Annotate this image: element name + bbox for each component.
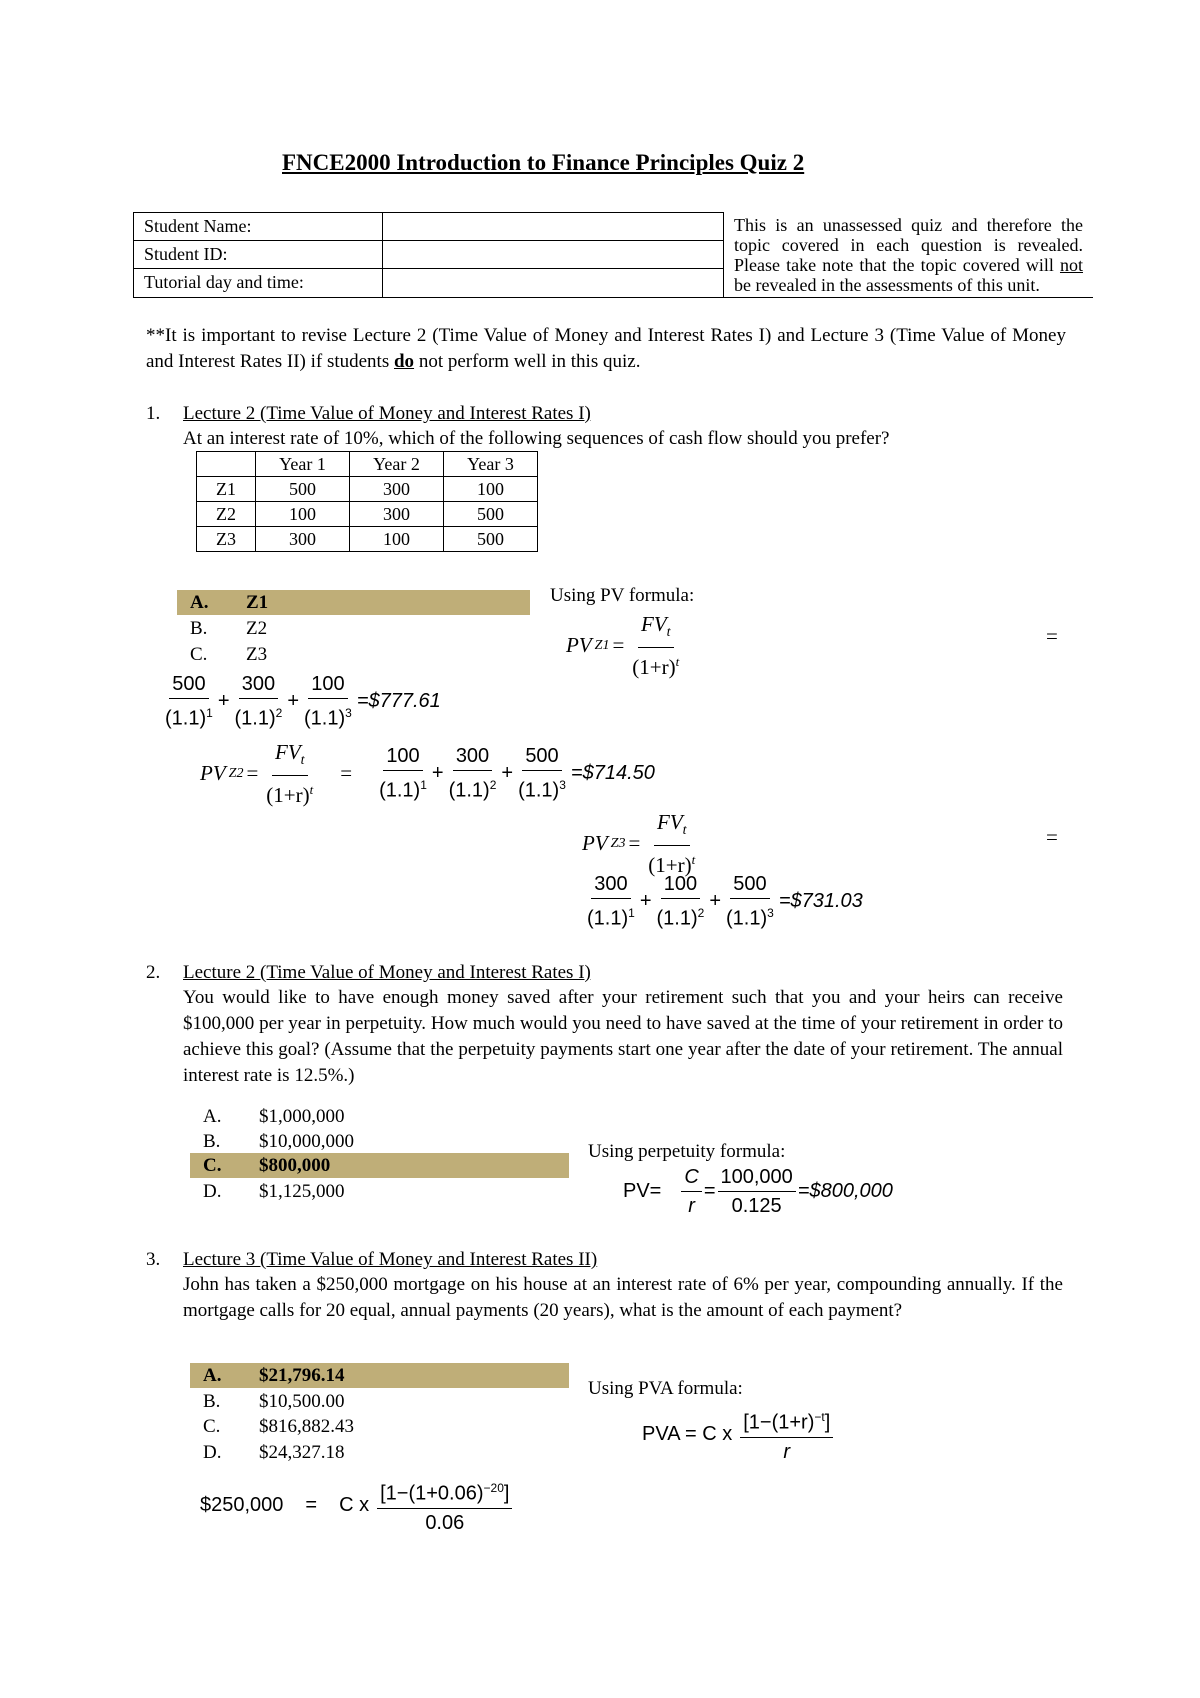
table-cell: Z3 (197, 527, 256, 552)
option-text: $800,000 (259, 1155, 331, 1176)
option-text: Z1 (246, 592, 269, 613)
exponent: 2 (275, 706, 283, 720)
exponent: 2 (489, 778, 497, 793)
pv-label: PV (566, 633, 592, 658)
q3-option-d[interactable] (203, 1442, 345, 1464)
student-id-label: Student ID: (134, 241, 383, 269)
equals-sign: = (612, 633, 625, 658)
base: (1.1) (518, 779, 560, 802)
calc-num: [1−(1+0.06) (380, 1482, 484, 1505)
q3-number: 3. (146, 1249, 161, 1270)
fv-sub: t (666, 625, 671, 641)
q2-option-d[interactable] (203, 1181, 345, 1203)
table-cell: 500 (256, 477, 350, 502)
q2-question: You would like to have enough money saved after your retirement such that you and your heirs can receive $100,000 per year in perpetuity. How much would you need to have saved at the time of your retirement in order to achieve this goal? (Assume that the perpetuity payments start one year after the date of your retirement. The annual interest rate is 12.5%.) (183, 987, 1063, 1086)
numerator: 100,000 (718, 1163, 796, 1192)
table-cell: 300 (350, 477, 444, 502)
pv-z3-formula (582, 808, 700, 879)
table-cell: 100 (256, 502, 350, 527)
q3-question: John has taken a $250,000 mortgage on his house at an interest rate of 6% per year, compounding annually. If the mortgage calls for 20 equal, annual payments (20 years), what is the amount of each payment? (183, 1274, 1063, 1321)
option-text: Z2 (246, 618, 268, 639)
student-id-field[interactable] (383, 241, 724, 269)
denominator: 0.125 (731, 1195, 782, 1217)
intro-text-2: not perform well in this quiz. (414, 351, 641, 372)
fv-label: FV (275, 740, 301, 764)
equals-sign: = (703, 1180, 716, 1202)
base: (1.1) (656, 907, 698, 930)
table-row (197, 527, 538, 552)
pva-formula (642, 1403, 835, 1466)
option-letter: C. (190, 644, 208, 665)
q1-topic: Lecture 2 (Time Value of Money and Interest Rates I) (183, 403, 591, 424)
table-header: Year 2 (350, 452, 444, 477)
q3-option-b[interactable] (203, 1391, 345, 1413)
table-row (197, 502, 538, 527)
q3-option-c[interactable] (203, 1416, 354, 1438)
q1-number: 1. (146, 403, 161, 424)
pv-label: PV (582, 831, 608, 856)
mortgage-calculation (200, 1474, 514, 1537)
den-exp: t (691, 852, 696, 868)
q2-option-c[interactable] (203, 1155, 330, 1177)
intro-do: do (393, 351, 415, 372)
unassessed-note (724, 213, 1094, 298)
equals-sign: = (628, 831, 641, 856)
table-cell: Z2 (197, 502, 256, 527)
loan-amount: $250,000 (200, 1493, 284, 1516)
calc-num-end: ] (503, 1482, 510, 1505)
base: (1.1) (304, 707, 346, 730)
table-cell: 500 (444, 502, 538, 527)
c-label: C (681, 1163, 701, 1192)
pv-sub: Z2 (228, 765, 244, 781)
table-cell: 300 (256, 527, 350, 552)
exponent: 1 (206, 706, 213, 720)
table-header: Year 1 (256, 452, 350, 477)
numerator: 500 (730, 870, 769, 899)
pv-z1-formula (566, 610, 684, 681)
table-cell: 100 (350, 527, 444, 552)
q2-result: =$800,000 (797, 1180, 893, 1202)
option-text: $21,796.14 (259, 1365, 345, 1386)
q1-formula-label: Using PV formula: (550, 585, 695, 606)
pv-sub: Z3 (610, 835, 626, 851)
option-text: $1,125,000 (259, 1181, 345, 1202)
q2-formula-label: Using perpetuity formula: (588, 1141, 786, 1162)
fv-sub: t (682, 823, 687, 839)
intro-note (146, 323, 1066, 375)
numerator: 100 (308, 670, 347, 699)
equals-sign: = (1046, 825, 1058, 849)
z1-result: =$777.61 (356, 689, 441, 712)
base: (1.1) (726, 907, 768, 930)
calc-exp: −20 (483, 1481, 504, 1495)
base: (1.1) (165, 707, 207, 730)
option-letter: C. (203, 1416, 221, 1437)
table-cell: 300 (350, 502, 444, 527)
c-label: C x (339, 1493, 370, 1516)
z2-result: =$714.50 (570, 762, 655, 785)
note-text-2: be revealed in the assessments of this unit. (734, 274, 1040, 295)
student-name-field[interactable] (383, 213, 724, 241)
pv-label: PV (200, 761, 226, 786)
numerator: 300 (591, 870, 630, 899)
option-letter: D. (203, 1442, 222, 1463)
option-text: $10,000,000 (259, 1131, 354, 1152)
fv-label: FV (657, 810, 683, 834)
q3-option-a[interactable] (203, 1365, 345, 1387)
exponent: 1 (628, 906, 635, 920)
intro-text-1: **It is important to revise Lecture 2 (Time Value of Money and Interest Rates I) and Lecture 3 (Time Value of Money and Interest Rates II) if students (146, 325, 1066, 372)
pv-label: PV= (623, 1180, 662, 1202)
pv-sub: Z1 (594, 637, 610, 653)
q2-number: 2. (146, 962, 161, 983)
option-letter: A. (190, 592, 209, 613)
base: (1.1) (234, 707, 276, 730)
option-letter: C. (203, 1155, 222, 1176)
numerator: 100 (661, 870, 700, 899)
fv-label: FV (641, 612, 667, 636)
equals-sign: = (246, 761, 259, 786)
q1-option-a[interactable] (190, 592, 268, 614)
option-text: $10,500.00 (259, 1391, 345, 1412)
equals-sign: = (1046, 624, 1058, 648)
q1-option-c[interactable] (190, 644, 267, 666)
table-cell: 500 (444, 527, 538, 552)
option-text: $1,000,000 (259, 1106, 345, 1127)
exponent: 3 (345, 706, 352, 720)
numerator: 300 (239, 670, 278, 699)
base: (1.1) (448, 779, 490, 802)
q2-topic: Lecture 2 (Time Value of Money and Interest Rates I) (183, 962, 591, 983)
numerator: 500 (169, 670, 208, 699)
exponent: 3 (767, 906, 774, 920)
pv-z2-formula: PV Z2 = $\frac{FV_t}{(1+r)^t}$ = $\frac{100}{(1.1)^1}$ + $\frac{300}{(1.1)^2}$ + $\frac{500}{(1.1)^3}$ =$714.50 (200, 740, 655, 808)
pva-num-end: ] (824, 1411, 831, 1434)
cash-flow-table (196, 451, 538, 552)
equals-sign: = (340, 761, 353, 786)
q2-option-b[interactable] (203, 1131, 354, 1153)
calc-den: 0.06 (425, 1511, 465, 1534)
r-label: r (688, 1195, 695, 1217)
exponent: 2 (697, 906, 705, 920)
den-base: (1+r) (266, 783, 310, 808)
z3-result: =$731.03 (778, 889, 863, 912)
fv-sub: t (300, 753, 305, 769)
den-exp: t (675, 654, 680, 670)
z1-calculation: $\frac{500}{(1.1)^1}$ + $\frac{300}{(1.1)^2}$ + $\frac{100}{(1.1)^3}$ =$777.61 (160, 670, 441, 733)
pva-num: [1−(1+r) (743, 1411, 815, 1434)
perpetuity-formula (623, 1163, 893, 1220)
z3-calculation: $\frac{300}{(1.1)^1}$ + $\frac{100}{(1.1)^2}$ + $\frac{500}{(1.1)^3}$ =$731.03 (582, 870, 863, 933)
student-name-label: Student Name: (134, 213, 383, 241)
option-text: $816,882.43 (259, 1416, 354, 1437)
page-title: FNCE2000 Introduction to Finance Principles Quiz 2 (282, 150, 805, 175)
option-letter: A. (203, 1365, 222, 1386)
pva-den: r (783, 1440, 791, 1463)
note-text-1: This is an unassessed quiz and therefore the topic covered in each question is revealed. Please take note that the topic covered will (734, 214, 1083, 275)
tutorial-time-field[interactable] (383, 269, 724, 297)
numerator: 500 (522, 742, 561, 771)
q3-topic: Lecture 3 (Time Value of Money and Interest Rates II) (183, 1249, 598, 1270)
exponent: 1 (420, 778, 427, 793)
den-exp: t (309, 782, 314, 798)
note-not: not (1059, 254, 1083, 275)
student-info-table (133, 212, 1093, 298)
table-header: Year 3 (444, 452, 538, 477)
q1-option-b[interactable] (190, 618, 267, 640)
option-letter: B. (190, 618, 208, 639)
numerator: 100 (383, 742, 422, 771)
q1-question: At an interest rate of 10%, which of the following sequences of cash flow should you prefer? (183, 428, 890, 449)
base: (1.1) (379, 779, 421, 802)
option-text: Z3 (246, 644, 268, 665)
table-cell: 100 (444, 477, 538, 502)
table-row (197, 477, 538, 502)
option-letter: B. (203, 1391, 221, 1412)
equals-sign: = (305, 1493, 318, 1516)
base: (1.1) (587, 907, 629, 930)
numerator: 300 (453, 742, 492, 771)
pva-exp: −t (814, 1410, 825, 1424)
q3-formula-label: Using PVA formula: (588, 1378, 743, 1399)
table-header (197, 452, 256, 477)
option-letter: A. (203, 1106, 222, 1127)
table-cell: Z1 (197, 477, 256, 502)
pva-label: PVA = C x (642, 1422, 733, 1445)
option-text: $24,327.18 (259, 1442, 345, 1463)
den-base: (1+r) (648, 853, 692, 878)
exponent: 3 (559, 778, 566, 793)
option-letter: D. (203, 1181, 222, 1202)
option-letter: B. (203, 1131, 221, 1152)
den-base: (1+r) (632, 655, 676, 680)
q2-option-a[interactable] (203, 1106, 345, 1128)
pv-fraction (629, 610, 682, 681)
tutorial-time-label: Tutorial day and time: (134, 269, 383, 297)
